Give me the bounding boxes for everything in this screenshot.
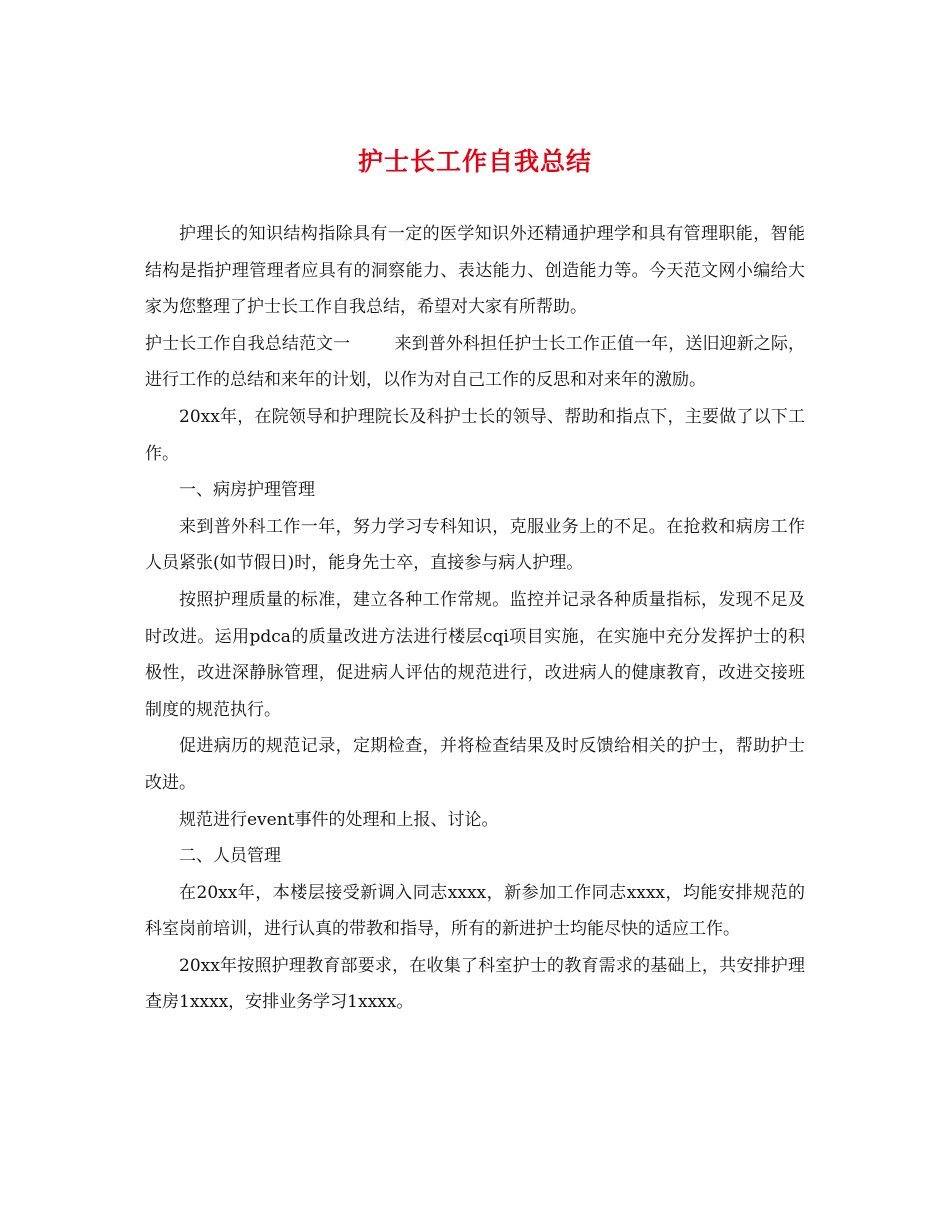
- sample-intro: 来到普外科担任护士长工作正值一年，送旧迎新之际，进行工作的总结和来年的计划，以作为对自己工作的反思和对来年的激励。: [145, 333, 806, 391]
- document-title: 护士长工作自我总结: [357, 147, 592, 176]
- paragraph-ward-work: 来到普外科工作一年，努力学习专科知识，克服业务上的不足。在抢救和病房工作人员紧张(如节假日)时，能身先士卒，直接参与病人护理。: [145, 516, 805, 574]
- section-heading-staff-management: 二、人员管理: [179, 846, 281, 867]
- document-body: [145, 216, 805, 1021]
- paragraph-overview: 20xx年，在院领导和护理院长及科护士长的领导、帮助和指点下，主要做了以下工作。: [145, 406, 805, 464]
- paragraph-event-handling: 规范进行event事件的处理和上报、讨论。: [179, 809, 499, 830]
- paragraph-intro: 护理长的知识结构指除具有一定的医学知识外还精通护理学和具有管理职能，智能结构是指护理管理者应具有的洞察能力、表达能力、创造能力等。今天范文网小编给大家为您整理了护士长工作自我总结，希望对大家有所帮助。: [145, 224, 805, 318]
- section-heading-ward-management: 一、病房护理管理: [179, 480, 315, 501]
- paragraph-new-staff: 在20xx年，本楼层接受新调入同志xxxx，新参加工作同志xxxx，均能安排规范的科室岗前培训，进行认真的带教和指导，所有的新进护士均能尽快的适应工作。: [145, 882, 805, 940]
- sample-heading: 护士长工作自我总结范文一: [145, 333, 351, 354]
- paragraph-medical-records: 促进病历的规范记录，定期检查，并将检查结果及时反馈给相关的护士，帮助护士改进。: [145, 736, 805, 793]
- paragraph-quality-standards: 按照护理质量的标准，建立各种工作常规。监控并记录各种质量指标，发现不足及时改进。运用pdca的质量改进方法进行楼层cqi项目实施，在实施中充分发挥护士的积极性，改进深静脉管理，促进病人评估的规范进行，改进病人的健康教育，改进交接班制度的规范执行。: [145, 589, 805, 720]
- paragraph-education: 20xx年按照护理教育部要求，在收集了科室护士的教育需求的基础上，共安排护理查房1xxxx，安排业务学习1xxxx。: [145, 955, 805, 1013]
- paragraph-sample-heading: [145, 326, 805, 399]
